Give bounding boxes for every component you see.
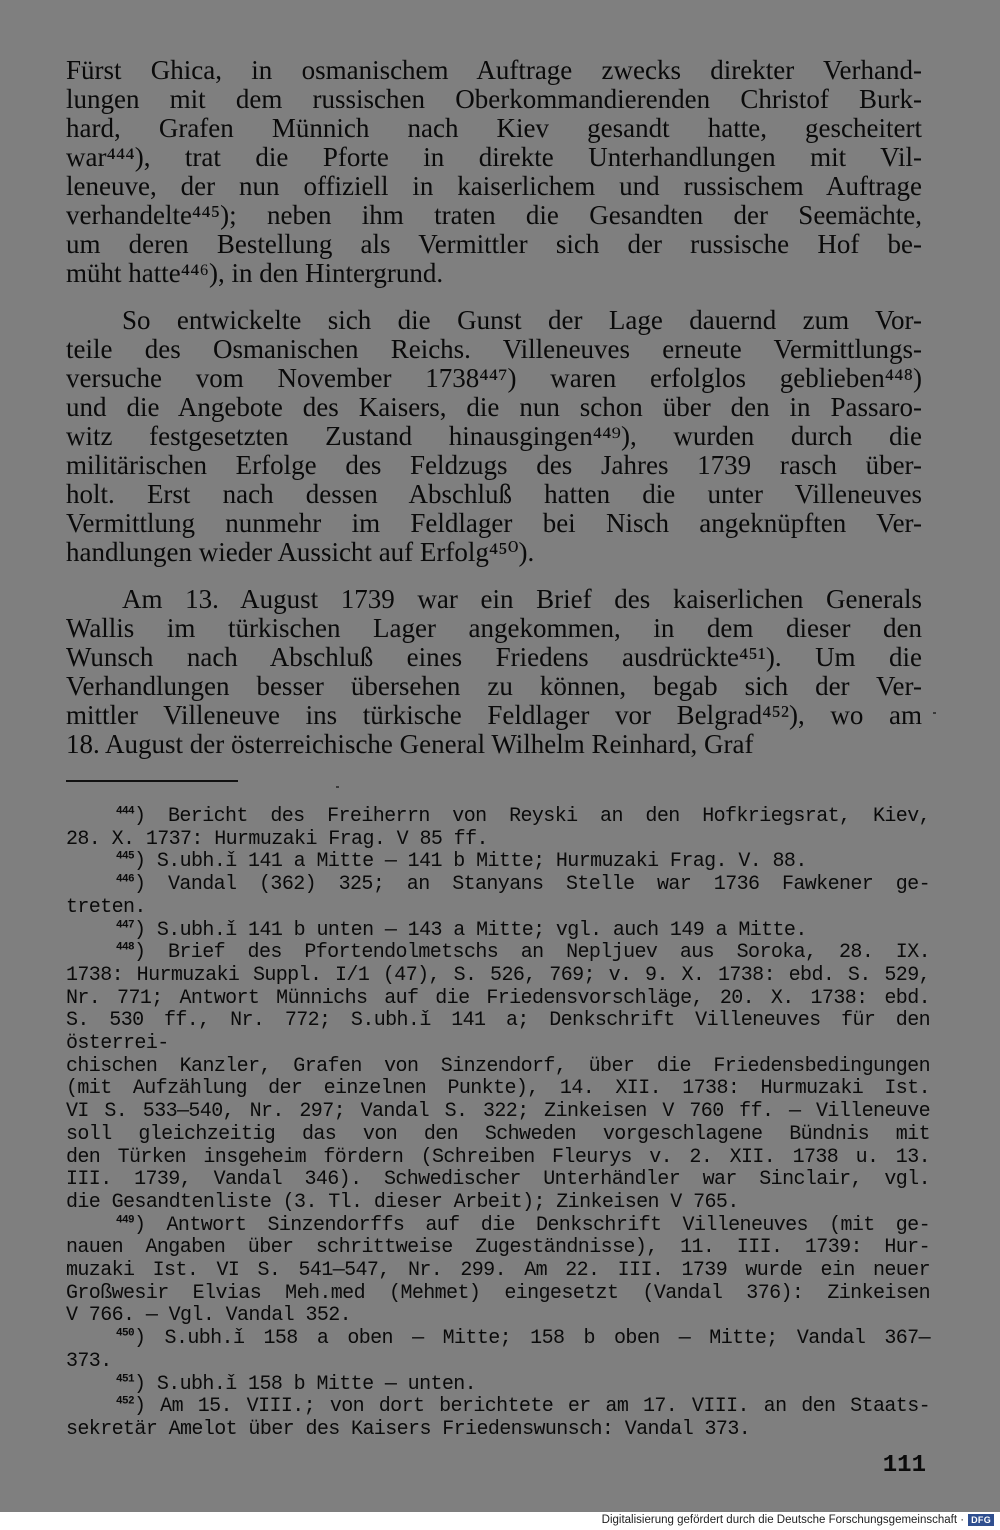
footnote-paren: )	[134, 873, 169, 897]
footnote-line	[66, 897, 930, 920]
footnote-text: S.ubh.ǐ 158 b Mitte — unten.	[156, 1372, 477, 1396]
footnote-line	[66, 1078, 930, 1101]
footnote-line	[66, 1374, 930, 1397]
footnote	[66, 1328, 930, 1373]
text-line: und die Angebote des Kaisers, die nun schon über den in Passaro-	[66, 392, 922, 422]
footnote-line	[66, 851, 930, 874]
footnote-line	[66, 829, 930, 852]
footnote-line	[66, 1215, 930, 1238]
text-line: war⁴⁴⁴), trat die Pforte in direkte Unterhandlungen mit Vil-	[66, 142, 922, 172]
paragraph	[66, 585, 922, 759]
footnote-line	[66, 1396, 930, 1419]
text-line: um deren Bestellung als Vermittler sich der russische Hof be-	[66, 229, 922, 259]
footnote-text: die Gesandtenliste (3. Tl. dieser Arbeit); Zinkeisen V 765.	[66, 1190, 739, 1214]
footnote-line	[66, 1419, 930, 1442]
text-line: holt. Erst nach dessen Abschluß hatten die unter Villeneuves	[66, 479, 922, 509]
footnote-paren: )	[134, 805, 168, 828]
footnote-text: treten.	[66, 895, 146, 919]
footnote-number: 448	[116, 941, 135, 954]
footnote-paren: )	[134, 850, 157, 874]
text-line: hard, Grafen Münnich nach Kiev gesandt hatte, gescheitert	[66, 113, 922, 143]
credit-text: Digitalisierung gefördert durch die Deutsche Forschungsgemeinschaft ·	[601, 1514, 965, 1526]
footnote-number: 447	[116, 918, 135, 931]
footnote-paren: )	[134, 1213, 167, 1237]
footnote-text: Brief des Pfortendolmetschs an Nepljuev aus Soroka, 28. IX.	[167, 941, 930, 965]
text-line: Verhandlungen besser übersehen zu können, begab sich der Ver-	[66, 671, 922, 701]
footnote-line	[66, 1147, 930, 1170]
scan-speck	[336, 786, 339, 788]
footnote	[66, 920, 930, 943]
footnote-text: VI S. 533—540, Nr. 297; Vandal S. 322; Zinkeisen V 760 ff. — Villeneuve	[66, 1100, 930, 1124]
footnote-line	[66, 1056, 930, 1079]
footnote-text: Nr. 771; Antwort Münnichs auf die Friedensvorschläge, 20. X. 1738: ebd.	[66, 986, 930, 1010]
footnote-text: S. 530 ff., Nr. 772; S.ubh.ǐ 141 a; Denkschrift Villeneuves für den österrei-	[66, 1009, 930, 1056]
footnote	[66, 942, 930, 1214]
footnote-text: Bericht des Freiherrn von Reyski an den Hofkriegsrat, Kiev,	[167, 805, 930, 828]
footnote-number: 450	[116, 1327, 135, 1340]
footnote-line	[66, 1169, 930, 1192]
footnote-line	[66, 988, 930, 1011]
text-line: Vermittlung nunmehr im Feldlager bei Nisch angeknüpften Ver-	[66, 508, 922, 538]
footnote-line	[66, 874, 930, 897]
scan-speck	[933, 712, 936, 714]
footnote-line	[66, 1351, 930, 1374]
text-line: müht hatte⁴⁴⁶), in den Hintergrund.	[66, 258, 444, 288]
footnote-line	[66, 1192, 930, 1215]
footnote-text: Am 15. VIII.; von dort berichtete er am 17. VIII. an den Staats-	[160, 1395, 930, 1419]
footnote-paren: )	[134, 918, 157, 942]
footnote	[66, 806, 930, 851]
footnote-line	[66, 1283, 930, 1306]
footnote-number: 446	[116, 873, 135, 886]
text-line: 18. August der österreichische General Wilhelm Reinhard, Graf	[66, 729, 754, 759]
footnote-line	[66, 1260, 930, 1283]
footnote-line	[66, 965, 930, 988]
footnote-text: muzaki Ist. VI S. 541—547, Nr. 299. Am 22. III. 1739 wurde ein neuer	[66, 1259, 930, 1283]
text-line: Wallis im türkischen Lager angekommen, in dem dieser den	[66, 613, 922, 643]
footnote-text: S.ubh.ǐ 158 a oben — Mitte; 158 b oben — Mitte; Vandal 367—	[164, 1327, 930, 1351]
footnote	[66, 851, 930, 874]
digitization-credit	[602, 1514, 994, 1526]
text-line: So entwickelte sich die Gunst der Lage dauernd zum Vor-	[122, 305, 922, 335]
footnote-line	[66, 1101, 930, 1124]
text-line: mittler Villeneuve ins türkische Feldlager vor Belgrad⁴⁵²), wo am	[66, 700, 922, 730]
paragraph	[66, 306, 922, 567]
footnote-paren: )	[134, 1372, 157, 1396]
footnote-number: 444	[116, 805, 135, 818]
footnote-number: 451	[116, 1372, 135, 1385]
footnote-text: sekretär Amelot über des Kaisers Friedenswunsch: Vandal 373.	[66, 1417, 751, 1441]
footnote-number: 445	[116, 850, 135, 863]
footnote-text: III. 1739, Vandal 346). Schwedischer Unterhändler war Sinclair, vgl.	[66, 1168, 930, 1192]
footnote-text: V 766. — Vgl. Vandal 352.	[66, 1304, 352, 1328]
footnote-text: soll gleichzeitig das von den Schweden vorgeschlagene Bündnis mit	[66, 1122, 930, 1146]
footnote-text: 373.	[66, 1349, 112, 1373]
text-line: militärischen Erfolge des Feldzugs des Jahres 1739 rasch über-	[66, 450, 922, 480]
text-line: Am 13. August 1739 war ein Brief des kaiserlichen Generals	[122, 584, 922, 614]
footnote-paren: )	[134, 1327, 165, 1351]
footnote-text: chischen Kanzler, Grafen von Sinzendorf, über die Friedensbedingungen	[66, 1054, 930, 1078]
footnote-text: Vandal (362) 325; an Stanyans Stelle war 1736 Fawkener ge-	[168, 873, 930, 897]
footnote-separator	[66, 780, 238, 782]
footnote-line	[66, 1328, 930, 1351]
page-number: 111	[882, 1452, 926, 1479]
footnote-line	[66, 806, 930, 829]
footnotes	[66, 806, 930, 1442]
footnote	[66, 1396, 930, 1441]
footnote	[66, 1215, 930, 1329]
footnote-text: (mit Aufzählung der einzelnen Punkte), 14. XII. 1738: Hurmuzaki Ist.	[66, 1077, 930, 1101]
main-text	[66, 56, 922, 759]
text-line: Fürst Ghica, in osmanischem Auftrage zwecks direkter Verhand-	[66, 55, 922, 85]
footnote-text: S.ubh.ǐ 141 b unten — 143 a Mitte; vgl. auch 149 a Mitte.	[156, 918, 807, 942]
footnote-text: 28. X. 1737: Hurmuzaki Frag. V 85 ff.	[66, 827, 488, 851]
text-line: lungen mit dem russischen Oberkommandierenden Christof Burk-	[66, 84, 922, 114]
text-line: handlungen wieder Aussicht auf Erfolg⁴⁵⁰).	[66, 537, 535, 567]
text-line: teile des Osmanischen Reichs. Villeneuves erneute Vermittlungs-	[66, 334, 922, 364]
footnote-line	[66, 1305, 930, 1328]
footnote-line	[66, 1124, 930, 1147]
text-line: witz festgesetzten Zustand hinausgingen⁴⁴⁹), wurden durch die	[66, 421, 922, 451]
footnote	[66, 874, 930, 919]
footnote-paren: )	[134, 941, 168, 965]
footnote-line	[66, 942, 930, 965]
footnote-line	[66, 1237, 930, 1260]
footnote-number: 449	[116, 1213, 135, 1226]
dfg-logo[interactable]: DFG	[968, 1514, 994, 1526]
paragraph	[66, 56, 922, 288]
text-line: leneuve, der nun offiziell in kaiserlichem und russischem Auftrage	[66, 171, 922, 201]
footnote-text: den Türken insgeheim fördern (Schreiben Fleurys v. 2. XII. 1738 u. 13.	[66, 1145, 930, 1169]
footnote-text: Antwort Sinzendorffs auf die Denkschrift Villeneuves (mit ge-	[166, 1213, 930, 1237]
footnote-line	[66, 1010, 930, 1055]
footnote-number: 452	[116, 1395, 135, 1408]
text-line: versuche vom November 1738⁴⁴⁷) waren erfolglos geblieben⁴⁴⁸)	[66, 363, 922, 393]
footnote-text: nauen Angaben über schrittweise Zugeständnisse), 11. III. 1739: Hur-	[66, 1236, 930, 1260]
footnote-paren: )	[134, 1395, 161, 1419]
text-line: verhandelte⁴⁴⁵); neben ihm traten die Gesandten der Seemächte,	[66, 200, 922, 230]
footnote	[66, 1374, 930, 1397]
footnote-text: Großwesir Elvias Meh.med (Mehmet) eingesetzt (Vandal 376): Zinkeisen	[66, 1281, 930, 1305]
footnote-line	[66, 920, 930, 943]
footnote-text: S.ubh.ǐ 141 a Mitte — 141 b Mitte; Hurmuzaki Frag. V. 88.	[156, 850, 807, 874]
footnote-text: 1738: Hurmuzaki Suppl. I/1 (47), S. 526, 769; v. 9. X. 1738: ebd. S. 529,	[66, 963, 930, 987]
text-line: Wunsch nach Abschluß eines Friedens ausdrückte⁴⁵¹). Um die	[66, 642, 922, 672]
